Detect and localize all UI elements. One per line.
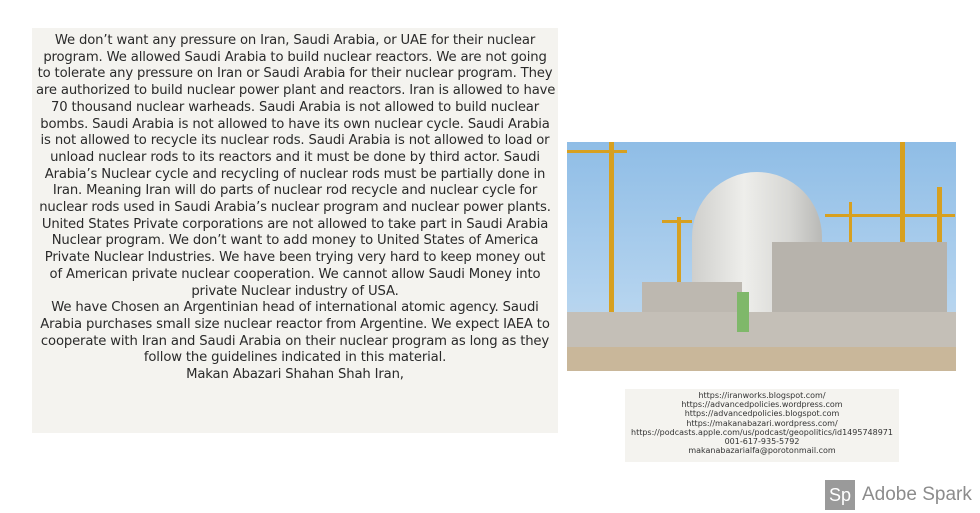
contact-links-block	[625, 389, 899, 462]
statement-line: follow the guidelines indicated in this material.	[143, 350, 447, 366]
contact-link[interactable]: https://advancedpolicies.wordpress.com	[681, 400, 843, 410]
statement-line: Private Nuclear Industries. We have been trying very hard to keep money out	[44, 250, 546, 266]
statement-line: are authorized to build nuclear power plant and reactors. Iran is allowed to have	[36, 83, 556, 99]
statement-line: to tolerate any pressure on Iran or Saudi Arabia for their nuclear program. They	[37, 66, 553, 82]
adobe-spark-label: Adobe Spark	[862, 484, 972, 505]
adobe-spark-branding[interactable]	[825, 480, 972, 510]
statement-line: of American private nuclear cooperation. We cannot allow Saudi Money into	[49, 266, 541, 282]
statement-line: Nuclear program. We don’t want to add money to United States of America	[51, 233, 539, 249]
statement-line: bombs. Saudi Arabia is not allowed to have its own nuclear cycle. Saudi Arabia	[40, 116, 550, 132]
contact-info: 001-617-935-5792	[724, 437, 800, 447]
statement-line: cooperate with Iran and Saudi Arabia on their nuclear program as long as they	[40, 333, 550, 349]
statement-line: Arabia’s Nuclear cycle and recycling of nuclear rods must be partially done in	[44, 166, 546, 182]
contact-link[interactable]: https://makanabazari.wordpress.com/	[686, 418, 838, 428]
contact-link[interactable]: https://iranworks.blogspot.com/	[698, 391, 826, 400]
statement-line: nuclear rods used in Saudi Arabia’s nuclear program and nuclear power plants.	[39, 200, 551, 216]
statement-line: Arabia purchases small size nuclear reactor from Argentine. We expect IAEA to	[40, 316, 550, 332]
statement-line: Makan Abazari Shahan Shah Iran,	[186, 367, 404, 383]
statement-line: We have Chosen an Argentinian head of international atomic agency. Saudi	[51, 300, 539, 316]
statement-line: private Nuclear industry of USA.	[191, 283, 399, 299]
statement-line: Iran. Meaning Iran will do parts of nuclear rod recycle and nuclear cycle for	[52, 183, 538, 199]
statement-line: is not allowed to recycle its nuclear rods. Saudi Arabia is not allowed to load or	[40, 133, 550, 149]
contact-info: makanabazarialfa@porotonmail.com	[688, 446, 836, 456]
statement-line: We don’t want any pressure on Iran, Saudi Arabia, or UAE for their nuclear	[54, 33, 536, 48]
contact-link[interactable]: https://podcasts.apple.com/us/podcast/geopolitics/id1495748971	[631, 427, 893, 437]
nuclear-plant-photo	[567, 142, 956, 371]
statement-line: program. We allowed Saudi Arabia to build nuclear reactors. We are not going	[43, 49, 547, 65]
statement-line: 70 thousand nuclear warheads. Saudi Arabia is not allowed to build nuclear	[51, 99, 539, 115]
statement-text-block	[32, 28, 558, 433]
statement-line: unload nuclear rods to its reactors and it must be done by third actor. Saudi	[50, 149, 540, 165]
statement-line: United States Private corporations are not allowed to take part in Saudi Arabia	[41, 216, 549, 232]
contact-link[interactable]: https://advancedpolicies.blogspot.com	[684, 409, 840, 419]
adobe-spark-logo-icon: Sp	[825, 480, 855, 510]
